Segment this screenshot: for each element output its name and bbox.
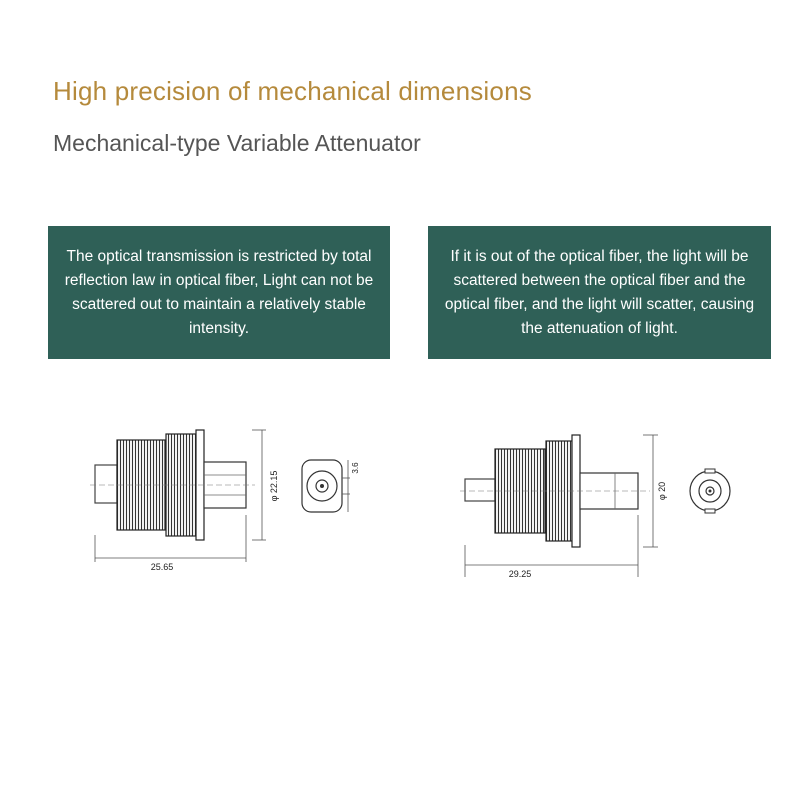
fc-small-dim-label: 3.6 <box>351 462 360 474</box>
fc-diameter-label: φ 22.15 <box>269 470 279 502</box>
info-box-text: The optical transmission is restricted by total reflection law in optical fiber, Light can not be scattered out to maintain a relatively stable intensity. <box>64 247 374 337</box>
info-box-total-reflection <box>48 226 390 359</box>
info-box-scattering <box>428 226 771 359</box>
fc-length-label: 25.65 <box>150 562 174 572</box>
fc-attenuator-drawing <box>80 420 380 580</box>
page-subtitle: Mechanical-type Variable Attenuator <box>53 130 421 156</box>
info-box-text: If it is out of the optical fiber, the light will be scattered between the optical fiber and the optical fiber, and the light will scatter, causing the attenuation of light. <box>444 247 755 337</box>
st-attenuator-drawing <box>455 425 755 585</box>
st-length-label: 29.25 <box>508 569 532 579</box>
fc-left-stub <box>95 465 117 503</box>
fc-attenuator-svg <box>80 420 380 580</box>
st-attenuator-svg <box>455 425 755 585</box>
page-title: High precision of mechanical dimensions <box>53 76 532 106</box>
st-diameter-label: φ 20 <box>657 481 667 501</box>
st-left-stub <box>465 479 495 501</box>
